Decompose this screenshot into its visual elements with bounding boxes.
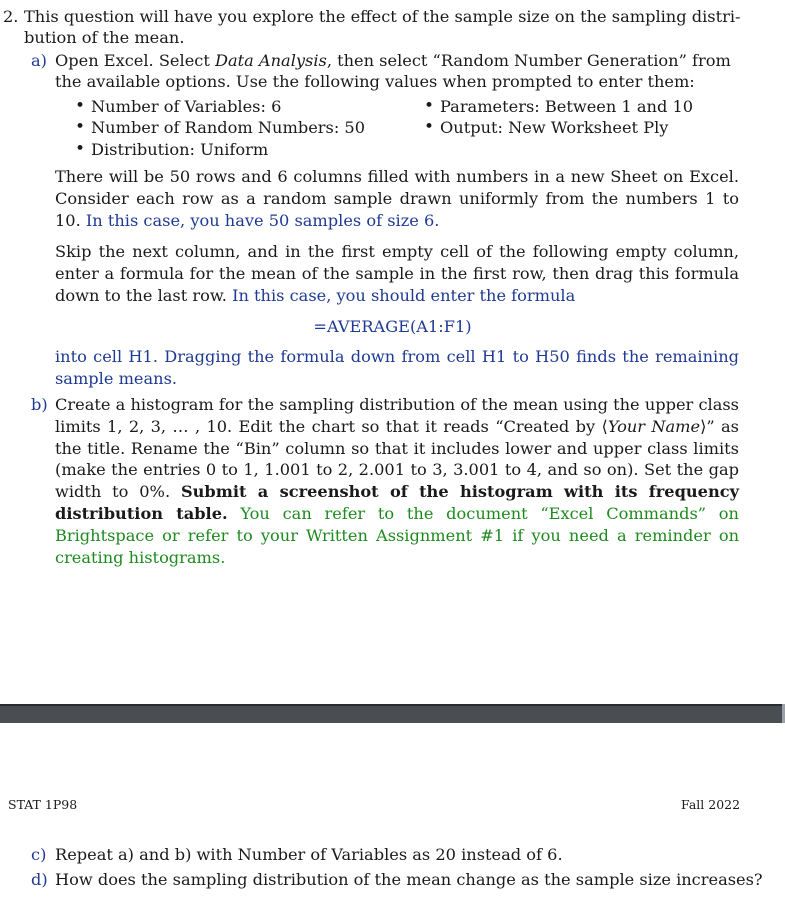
part-a-para1-text: There will be 50 rows and 6 columns filled with numbers in a new Sheet on Excel. Consider each row as a random sample drawn uniformly from the numbers 1 to 10. bbox=[55, 167, 739, 230]
part-d-label: d) bbox=[31, 870, 48, 889]
part-a-line1-post: , then select “Random Number Generation” from bbox=[326, 51, 731, 70]
part-a-para2-blue: In this case, you should enter the formula bbox=[226, 285, 576, 305]
question-number: 2. bbox=[3, 7, 19, 26]
formula: =AVERAGE(A1:F1) bbox=[313, 317, 472, 336]
part-a-para1-blue: In this case, you have 50 samples of size 6. bbox=[80, 210, 440, 230]
part-c-text: Repeat a) and b) with Number of Variables as 20 instead of 6. bbox=[55, 845, 563, 864]
footer-term: Fall 2022 bbox=[681, 797, 741, 812]
bullet-number-of-random-numbers: • Number of Random Numbers: 50 bbox=[91, 118, 365, 137]
part-d-text: How does the sampling distribution of the mean change as the sample size increases? bbox=[55, 870, 763, 889]
part-b-text2: ⟩” as the title. Rename the “Bin” column so that it includes lower and upper class limits (make the entries 0 to 1, 1.001 to 2, 2.001 to 3, 3.001 to 4, and so on). Set the gap width to 0%. bbox=[55, 416, 739, 502]
part-a-paragraph-2 bbox=[55, 241, 739, 306]
page-break-bar bbox=[0, 704, 785, 723]
bullet-output: • Output: New Worksheet Ply bbox=[440, 118, 668, 137]
part-a-line1 bbox=[55, 50, 739, 72]
part-a-paragraph-1 bbox=[55, 166, 739, 231]
part-b-text1: Create a histogram for the sampling distribution of the mean using the upper class limits 1, 2, 3, … , 10. Edit the chart so that it reads “Created by ⟨ bbox=[55, 395, 739, 436]
part-a-data-analysis: Data Analysis bbox=[215, 51, 327, 70]
footer-course: STAT 1P98 bbox=[8, 797, 78, 812]
part-b-green-note: You can refer to the document “Excel Commands” on Brightspace or refer to your Written Assignment #1 if you need a reminder on creating histograms. bbox=[55, 503, 739, 567]
bullet-distribution: • Distribution: Uniform bbox=[91, 140, 268, 159]
part-a-paragraph-3: into cell H1. Dragging the formula down from cell H1 to H50 finds the remaining sample means. bbox=[55, 347, 739, 388]
part-a-para2-text: Skip the next column, and in the first empty cell of the following empty column, enter a formula for the mean of the sample in the first row, then drag this formula down to the last row. bbox=[55, 242, 739, 305]
part-b-your-name: Your Name bbox=[607, 416, 701, 436]
question-intro-line1: This question will have you explore the effect of the sample size on the sampling distri- bbox=[24, 7, 741, 26]
part-b-paragraph bbox=[55, 394, 739, 568]
part-a-line2: the available options. Use the following values when prompted to enter them: bbox=[55, 72, 695, 91]
part-a-label: a) bbox=[31, 51, 47, 70]
bullet-number-of-variables: • Number of Variables: 6 bbox=[91, 97, 281, 116]
part-b-label: b) bbox=[31, 395, 48, 414]
part-a-line1-pre: Open Excel. Select bbox=[55, 51, 215, 70]
question-intro-line2: bution of the mean. bbox=[24, 28, 185, 47]
bullet-parameters: • Parameters: Between 1 and 10 bbox=[440, 97, 693, 116]
part-b-bold-instruction: Submit a screenshot of the histogram with its frequency distribution table. bbox=[55, 482, 740, 523]
part-c-label: c) bbox=[31, 845, 47, 864]
